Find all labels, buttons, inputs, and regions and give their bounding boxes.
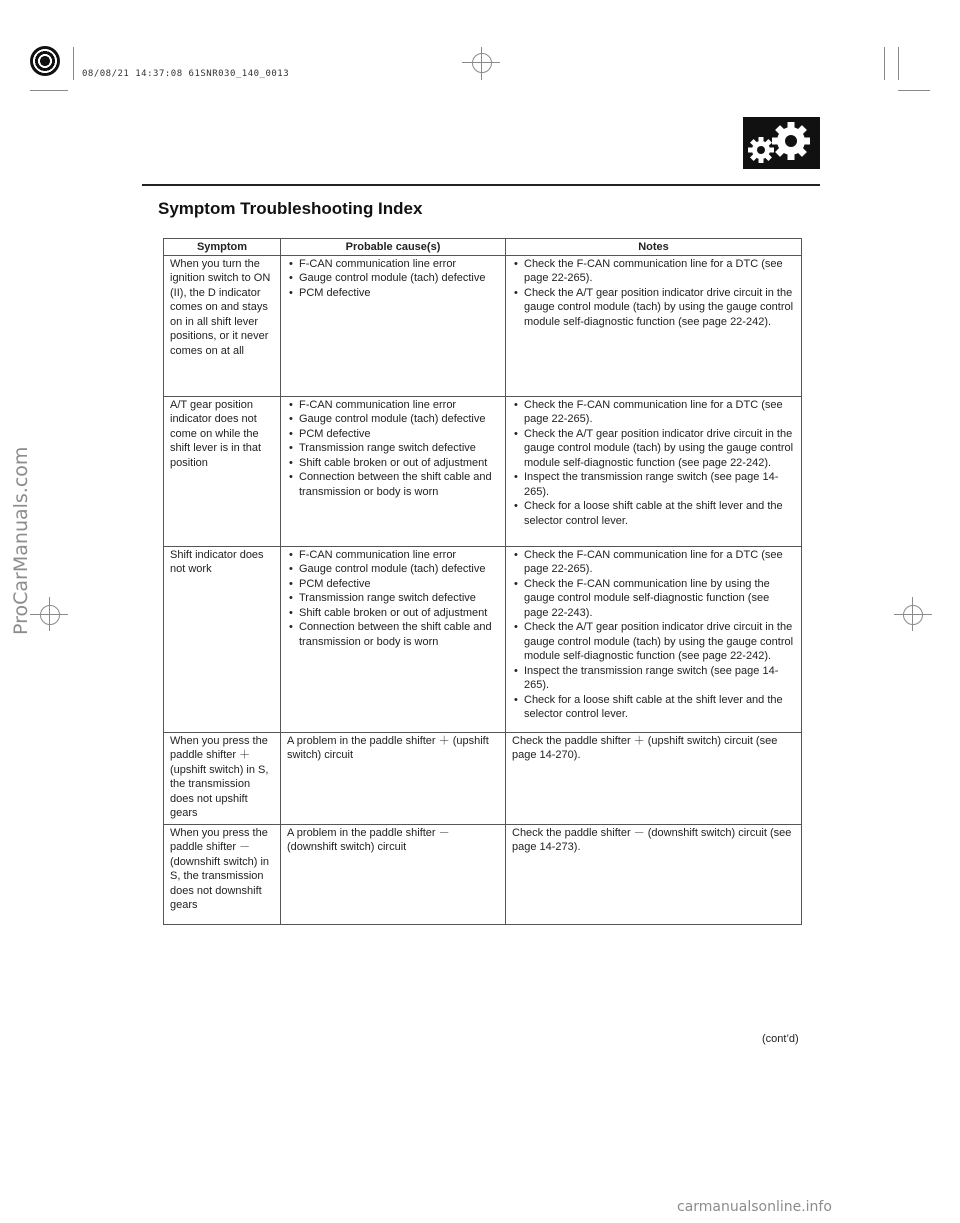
note-text: Check the paddle shifter ＋ (upshift switch) circuit (see page 14-270). — [512, 734, 778, 761]
list-item: • Check the F-CAN communication line for a DTC (see page 22-265). — [512, 257, 796, 286]
table-row — [164, 732, 802, 824]
cause-text: A problem in the paddle shifter － (downshift switch) circuit — [287, 826, 450, 853]
gears-section-icon — [743, 117, 820, 169]
symptom-cell — [164, 546, 281, 732]
list-item: • Inspect the transmission range switch (see page 14-265). — [512, 470, 796, 499]
list-item: • Check for a loose shift cable at the shift lever and the selector control lever. — [512, 693, 796, 722]
symptom-text: Shift indicator does not work — [170, 548, 264, 575]
column-header-notes: Notes — [506, 239, 802, 256]
list-item: • Inspect the transmission range switch (see page 14-265). — [512, 664, 796, 693]
list-item: • PCM defective — [287, 427, 500, 442]
side-watermark: ProCarManuals.com — [10, 446, 32, 635]
table-row — [164, 255, 802, 396]
causes-cell — [281, 546, 506, 732]
print-timestamp: 08/08/21 14:37:08 61SNR030_140_0013 — [82, 69, 290, 79]
note-text: Check the paddle shifter － (downshift switch) circuit (see page 14-273). — [512, 826, 792, 853]
table-row — [164, 824, 802, 924]
notes-cell — [506, 824, 802, 924]
column-header-causes: Probable cause(s) — [281, 239, 506, 256]
symptom-text: When you turn the ignition switch to ON (II), the D indicator comes on and stays on in all shift lever positions, or it never comes on at all — [170, 257, 271, 357]
symptom-cell — [164, 396, 281, 546]
notes-cell — [506, 255, 802, 396]
registration-target-icon — [472, 53, 492, 73]
notes-cell — [506, 732, 802, 824]
list-item: • Gauge control module (tach) defective — [287, 562, 500, 577]
table-header-row — [164, 239, 802, 256]
symptom-cell — [164, 824, 281, 924]
column-header-symptom: Symptom — [164, 239, 281, 256]
causes-cell — [281, 824, 506, 924]
list-item: • Check the F-CAN communication line by using the gauge control module self-diagnostic function (see page 22-243). — [512, 577, 796, 621]
registration-target-icon — [903, 605, 923, 625]
list-item: • PCM defective — [287, 577, 500, 592]
list-item: • Gauge control module (tach) defective — [287, 271, 500, 286]
list-item: • Check the F-CAN communication line for a DTC (see page 22-265). — [512, 548, 796, 577]
list-item: • F-CAN communication line error — [287, 548, 500, 563]
symptom-table — [163, 238, 802, 925]
causes-cell — [281, 396, 506, 546]
list-item: • Check for a loose shift cable at the shift lever and the selector control lever. — [512, 499, 796, 528]
symptom-text: When you press the paddle shifter － (downshift switch) in S, the transmission does not downshift gears — [170, 826, 270, 911]
list-item: • PCM defective — [287, 286, 500, 301]
causes-cell — [281, 255, 506, 396]
symptom-text: When you press the paddle shifter ＋ (upshift switch) in S, the transmission does not upshift gears — [170, 734, 269, 819]
continued-label: (cont’d) — [762, 1033, 799, 1045]
notes-cell — [506, 396, 802, 546]
list-item: • Check the F-CAN communication line for a DTC (see page 22-265). — [512, 398, 796, 427]
list-item: • Check the A/T gear position indicator drive circuit in the gauge control module (tach) by using the gauge control module self-diagnostic function (see page 22-242). — [512, 427, 796, 471]
footer-watermark: carmanualsonline.info — [677, 1199, 832, 1215]
causes-cell — [281, 732, 506, 824]
crop-mark — [898, 90, 930, 91]
crop-mark — [898, 47, 899, 80]
table-row — [164, 396, 802, 546]
list-item: • Transmission range switch defective — [287, 591, 500, 606]
registration-bullseye-icon — [30, 46, 60, 76]
list-item: • F-CAN communication line error — [287, 398, 500, 413]
crop-mark — [30, 90, 68, 91]
list-item: • Check the A/T gear position indicator drive circuit in the gauge control module (tach) by using the gauge control module self-diagnostic function (see page 22-242). — [512, 620, 796, 664]
cause-text: A problem in the paddle shifter ＋ (upshift switch) circuit — [287, 734, 489, 761]
list-item: • Connection between the shift cable and transmission or body is worn — [287, 470, 500, 499]
header-rule — [142, 184, 820, 186]
list-item: • Check the A/T gear position indicator drive circuit in the gauge control module (tach) by using the gauge control module self-diagnostic function (see page 22-242). — [512, 286, 796, 330]
notes-cell — [506, 546, 802, 732]
list-item: • Shift cable broken or out of adjustment — [287, 456, 500, 471]
registration-target-icon — [40, 605, 60, 625]
table-row — [164, 546, 802, 732]
crop-mark — [884, 47, 885, 80]
symptom-cell — [164, 732, 281, 824]
crop-mark — [73, 47, 74, 80]
list-item: • Connection between the shift cable and transmission or body is worn — [287, 620, 500, 649]
page-title: Symptom Troubleshooting Index — [158, 199, 423, 218]
symptom-text: A/T gear position indicator does not come on while the shift lever is in that position — [170, 398, 262, 469]
list-item: • Gauge control module (tach) defective — [287, 412, 500, 427]
list-item: • Transmission range switch defective — [287, 441, 500, 456]
symptom-cell — [164, 255, 281, 396]
list-item: • Shift cable broken or out of adjustment — [287, 606, 500, 621]
list-item: • F-CAN communication line error — [287, 257, 500, 272]
